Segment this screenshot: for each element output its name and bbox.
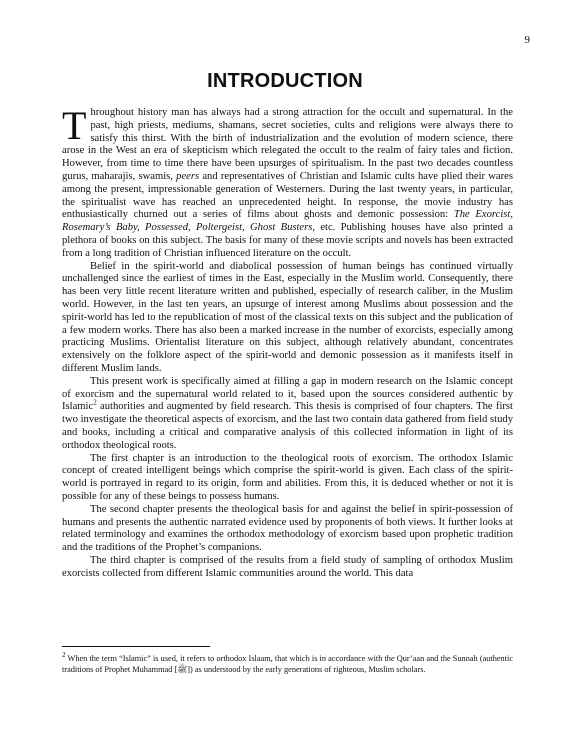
footnote-divider <box>62 646 210 647</box>
peers-italic: peers <box>176 170 200 182</box>
paragraph-1 <box>62 103 513 261</box>
footnote-reference: 2 <box>93 398 97 407</box>
paragraph-1-text-b: and representatives of Christian and Islamic cults have plied their wares among the present, impressionable generation of Westerners. During the last twenty years, in particular, the spiritualist wave has reached an unprecedented height. In response, the movie industry has enthusiastically churned out a series of films about ghosts and demonic possession: <box>62 170 513 221</box>
paragraph-3 <box>62 376 513 453</box>
footnote-text: When the term “Islamic” is used, it refers to orthodox Islaam, that which is in accordance with the Qur’aan and the Sunnah (authentic traditions of Prophet Muhammad [ﷺ]) as understood by the early generations of righteous, Muslim scholars. <box>62 654 513 674</box>
chapter-title: INTRODUCTION <box>207 70 363 92</box>
paragraph-4: The first chapter is an introduction to the theological roots of exorcism. The orthodox Islamic concept of created intelligent beings which comprise the spirit-world is given. Each class of the spirit-world is portrayed in regard to its origin, form and abilities. From this, it is deduced whether or not it is possible for any of these beings to possess humans. <box>62 452 513 502</box>
film-titles: The Exorcist, Rosemary’s Baby, Possessed, Poltergeist, Ghost Busters, <box>62 209 513 234</box>
paragraph-1-text-c: etc. Publishing houses have also printed a plethora of books on this subject. The basis for many of these movie scripts and novels has been extracted from a long tradition of Christian influenced literature on the occult. <box>62 222 513 259</box>
footnote <box>62 653 513 675</box>
footnote-marker: 2 <box>62 651 66 660</box>
paragraph-3-text-b: authorities and augmented by field research. This thesis is comprised of four chapters. The first two investigate the theoretical aspects of exorcism, and the last two contain data gathered from field study and books, including a critical and comparative analysis of this collected information in light of its orthodox theological roots. <box>62 401 513 451</box>
body-text <box>62 103 513 580</box>
paragraph-3-text-a: This present work is specifically aimed at filling a gap in modern research on the Islamic concept of exorcism and the supernatural world related to it, based upon the sources considered authentic by Islamic <box>62 375 513 413</box>
paragraph-2: Belief in the spirit-world and diabolical possession of human beings has continued virtually unchallenged since the earliest of times in the East, especially in the Muslim world. Consequently, there has been very little recent literature written and published, especially of research caliber, in the Muslim world. However, in the last ten years, an upsurge of interest among Muslims about possession and the spirit-world has led to the republication of most of the classical texts on this subject and the publication of a few modern works. There has also been a marked increase in the number of exorcists, especially among practicing Muslims. Orientalist literature on this subject, although relatively abundant, concentrates extensively on the folklore aspect of the spirit-world and demonic possession as it manifests itself in different Muslim lands. <box>62 260 513 374</box>
paragraph-5: The second chapter presents the theological basis for and against the belief in spirit-possession of humans and presents the authentic narrated evidence used by proponents of both views. It further looks at related terminology and examines the orthodox methodology of exorcism based upon prophetic tradition and the traditions of the Prophet’s companions. <box>62 503 513 554</box>
paragraph-6: The third chapter is comprised of the results from a field study of sampling of orthodox Muslim exorcists collected from different Islamic communities around the world. This data <box>62 554 513 579</box>
paragraph-1-text-a: hroughout history man has always had a strong attraction for the occult and supernatural. In the past, high priests, mediums, shamans, secret societies, cults and religions were always there to satisfy this thirst. With the birth of industrialization and the evolution of modern science, there arose in the West an era of skepticism which relegated the occult to the realm of fairy tales and fiction. However, from time to time there have been upsurges of spiritualism. In the past two decades countless gurus, maharajis, swamis, <box>62 107 513 182</box>
page-number: 9 <box>524 34 530 46</box>
drop-cap: T <box>62 103 87 148</box>
